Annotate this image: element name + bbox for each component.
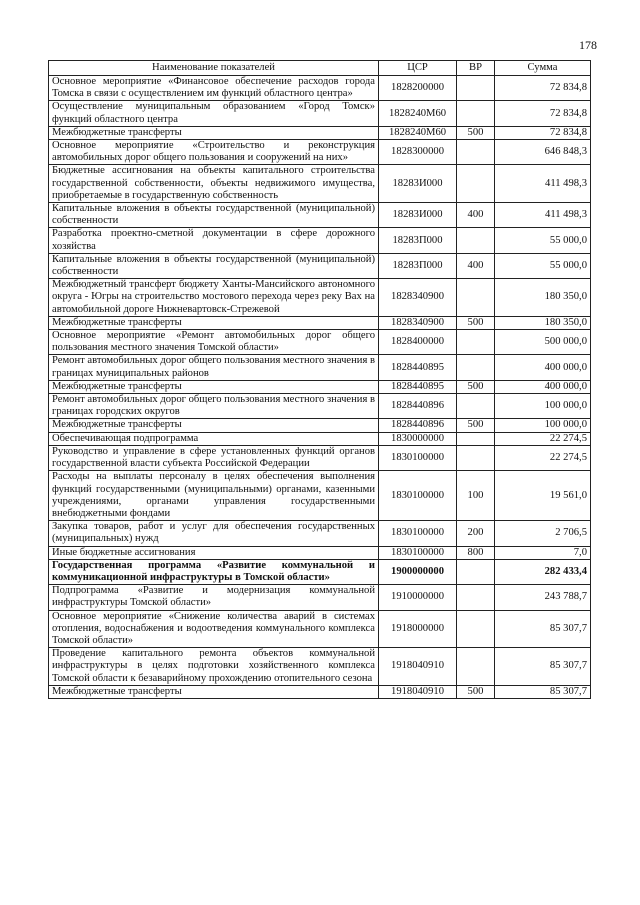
table-row	[49, 394, 591, 419]
row-vr-cell: 500	[457, 685, 495, 698]
row-sum-cell: 243 788,7	[495, 585, 591, 610]
row-name-cell: Капитальные вложения в объекты государственной (муниципальной) собственности	[49, 203, 379, 228]
row-vr-cell: 800	[457, 546, 495, 559]
row-name-cell: Межбюджетные трансферты	[49, 316, 379, 329]
row-vr-cell	[457, 165, 495, 203]
row-csr-cell: 18283П000	[379, 228, 457, 253]
row-csr-cell: 1830100000	[379, 521, 457, 546]
row-name-cell: Межбюджетные трансферты	[49, 380, 379, 393]
row-name-cell: Расходы на выплаты персоналу в целях обеспечения выполнения функций государственными (муниципальными) органами, казенными учреждениями, органами управления государственными внебюджетными фондами	[49, 471, 379, 521]
row-csr-cell: 1830100000	[379, 445, 457, 470]
row-name-cell: Основное мероприятие «Финансовое обеспечение расходов города Томска в связи с осуществлением им функций областного центра»	[49, 76, 379, 101]
row-csr-cell: 1828200000	[379, 76, 457, 101]
table-row	[49, 203, 591, 228]
row-name-cell: Основное мероприятие «Ремонт автомобильных дорог общего пользования местного значения Томской области»	[49, 330, 379, 355]
row-vr-cell	[457, 394, 495, 419]
table-row	[49, 380, 591, 393]
table-row	[49, 648, 591, 686]
header-sum: Сумма	[495, 61, 591, 76]
row-vr-cell	[457, 585, 495, 610]
row-vr-cell	[457, 140, 495, 165]
row-sum-cell: 400 000,0	[495, 355, 591, 380]
table-row	[49, 355, 591, 380]
row-sum-cell: 400 000,0	[495, 380, 591, 393]
row-vr-cell: 400	[457, 203, 495, 228]
table-row	[49, 585, 591, 610]
row-csr-cell: 1918040910	[379, 648, 457, 686]
row-sum-cell: 500 000,0	[495, 330, 591, 355]
row-name-cell: Осуществление муниципальным образованием «Город Томск» функций областного центра	[49, 101, 379, 126]
table-row	[49, 126, 591, 139]
row-sum-cell: 2 706,5	[495, 521, 591, 546]
table-row	[49, 471, 591, 521]
row-name-cell: Разработка проектно-сметной документации в сфере дорожного хозяйства	[49, 228, 379, 253]
row-vr-cell	[457, 101, 495, 126]
row-name-cell: Основное мероприятие «Снижение количества аварий в системах отопления, водоснабжения и водоотведения коммунального комплекса Томской области»	[49, 610, 379, 648]
row-csr-cell: 1828440895	[379, 380, 457, 393]
row-name-cell: Межбюджетный трансферт бюджету Ханты-Мансийского автономного округа - Югры на строительство мостового перехода через реку Вах на автомобильной дороге Нижневартовск-Стрежевой	[49, 279, 379, 317]
row-sum-cell: 22 274,5	[495, 445, 591, 470]
row-name-cell: Бюджетные ассигнования на объекты капитального строительства государственной собственности, объекты недвижимого имущества, приобретаемые в государственную собственность	[49, 165, 379, 203]
row-sum-cell: 411 498,3	[495, 203, 591, 228]
row-csr-cell: 1830100000	[379, 471, 457, 521]
row-csr-cell: 1900000000	[379, 559, 457, 584]
row-sum-cell: 282 433,4	[495, 559, 591, 584]
row-name-cell: Ремонт автомобильных дорог общего пользования местного значения в границах муниципальных районов	[49, 355, 379, 380]
header-vr: ВР	[457, 61, 495, 76]
row-vr-cell: 500	[457, 316, 495, 329]
row-csr-cell: 1828440895	[379, 355, 457, 380]
row-csr-cell: 18283И000	[379, 165, 457, 203]
table-row	[49, 610, 591, 648]
page-number: 178	[579, 38, 597, 52]
row-sum-cell: 19 561,0	[495, 471, 591, 521]
row-name-cell: Капитальные вложения в объекты государственной (муниципальной) собственности	[49, 253, 379, 278]
row-vr-cell: 400	[457, 253, 495, 278]
table-row	[49, 101, 591, 126]
table-row	[49, 419, 591, 432]
row-csr-cell: 1828340900	[379, 316, 457, 329]
row-csr-cell: 1828300000	[379, 140, 457, 165]
row-sum-cell: 100 000,0	[495, 394, 591, 419]
row-vr-cell: 500	[457, 380, 495, 393]
row-vr-cell	[457, 330, 495, 355]
row-vr-cell	[457, 432, 495, 445]
row-csr-cell: 18283П000	[379, 253, 457, 278]
row-sum-cell: 55 000,0	[495, 253, 591, 278]
row-sum-cell: 646 848,3	[495, 140, 591, 165]
row-name-cell: Обеспечивающая подпрограмма	[49, 432, 379, 445]
row-name-cell: Иные бюджетные ассигнования	[49, 546, 379, 559]
row-csr-cell: 1828440896	[379, 419, 457, 432]
row-csr-cell: 1830100000	[379, 546, 457, 559]
row-vr-cell	[457, 228, 495, 253]
table-header-row	[49, 61, 591, 76]
header-csr: ЦСР	[379, 61, 457, 76]
row-sum-cell: 22 274,5	[495, 432, 591, 445]
row-csr-cell: 1828400000	[379, 330, 457, 355]
row-sum-cell: 72 834,8	[495, 101, 591, 126]
row-sum-cell: 180 350,0	[495, 279, 591, 317]
row-csr-cell: 1828440896	[379, 394, 457, 419]
row-csr-cell: 1910000000	[379, 585, 457, 610]
table-row	[49, 445, 591, 470]
table-row	[49, 432, 591, 445]
row-sum-cell: 100 000,0	[495, 419, 591, 432]
table-row	[49, 165, 591, 203]
table-row	[49, 685, 591, 698]
row-vr-cell: 500	[457, 126, 495, 139]
row-vr-cell	[457, 610, 495, 648]
table-row	[49, 253, 591, 278]
row-vr-cell	[457, 76, 495, 101]
row-sum-cell: 85 307,7	[495, 648, 591, 686]
row-name-cell: Основное мероприятие «Строительство и реконструкция автомобильных дорог общего пользования и сооружений на них»	[49, 140, 379, 165]
table-body	[49, 76, 591, 699]
row-name-cell: Проведение капитального ремонта объектов коммунальной инфраструктуры в целях подготовки хозяйственного комплекса Томской области к безаварийному прохождению отопительного сезона	[49, 648, 379, 686]
row-vr-cell	[457, 279, 495, 317]
row-name-cell: Ремонт автомобильных дорог общего пользования местного значения в границах городских округов	[49, 394, 379, 419]
row-vr-cell	[457, 355, 495, 380]
row-sum-cell: 55 000,0	[495, 228, 591, 253]
table-row	[49, 140, 591, 165]
row-sum-cell: 85 307,7	[495, 685, 591, 698]
header-name: Наименование показателей	[49, 61, 379, 76]
row-csr-cell: 1828240М60	[379, 126, 457, 139]
table-row	[49, 316, 591, 329]
row-csr-cell: 1918000000	[379, 610, 457, 648]
row-vr-cell	[457, 648, 495, 686]
table-row	[49, 279, 591, 317]
row-name-cell: Руководство и управление в сфере установленных функций органов государственной власти субъекта Российской Федерации	[49, 445, 379, 470]
row-csr-cell: 1828340900	[379, 279, 457, 317]
table-row	[49, 330, 591, 355]
row-vr-cell: 100	[457, 471, 495, 521]
row-csr-cell: 1918040910	[379, 685, 457, 698]
row-vr-cell: 200	[457, 521, 495, 546]
row-name-cell: Межбюджетные трансферты	[49, 419, 379, 432]
table-row	[49, 76, 591, 101]
row-sum-cell: 411 498,3	[495, 165, 591, 203]
table-row	[49, 521, 591, 546]
table-row	[49, 228, 591, 253]
row-sum-cell: 72 834,8	[495, 76, 591, 101]
row-sum-cell: 7,0	[495, 546, 591, 559]
row-csr-cell: 18283И000	[379, 203, 457, 228]
row-vr-cell	[457, 559, 495, 584]
budget-table	[48, 60, 591, 699]
row-name-cell: Межбюджетные трансферты	[49, 126, 379, 139]
row-vr-cell	[457, 445, 495, 470]
row-vr-cell: 500	[457, 419, 495, 432]
table-row	[49, 546, 591, 559]
row-csr-cell: 1830000000	[379, 432, 457, 445]
row-csr-cell: 1828240М60	[379, 101, 457, 126]
row-sum-cell: 72 834,8	[495, 126, 591, 139]
row-sum-cell: 180 350,0	[495, 316, 591, 329]
row-name-cell: Закупка товаров, работ и услуг для обеспечения государственных (муниципальных) нужд	[49, 521, 379, 546]
row-name-cell: Межбюджетные трансферты	[49, 685, 379, 698]
table-row	[49, 559, 591, 584]
row-sum-cell: 85 307,7	[495, 610, 591, 648]
row-name-cell: Подпрограмма «Развитие и модернизация коммунальной инфраструктуры Томской области»	[49, 585, 379, 610]
row-name-cell: Государственная программа «Развитие коммунальной и коммуникационной инфраструктуры в Томской области»	[49, 559, 379, 584]
